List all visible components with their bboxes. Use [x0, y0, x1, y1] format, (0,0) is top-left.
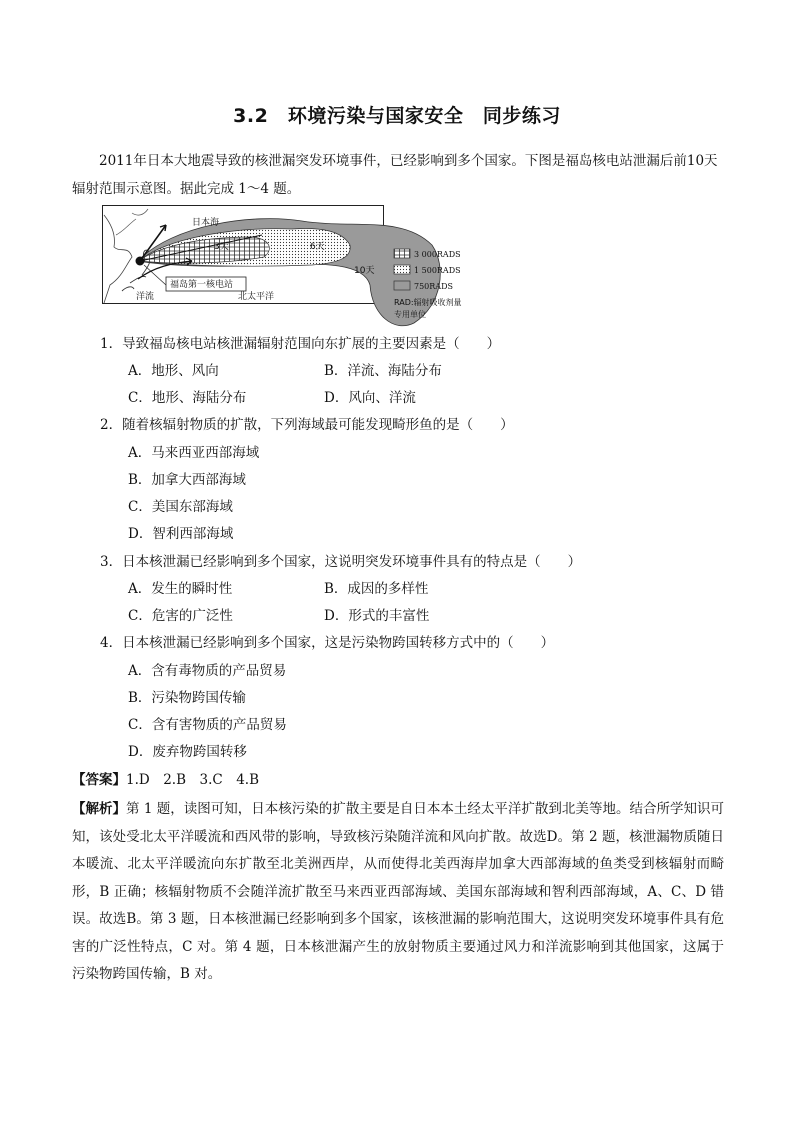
radiation-map-figure — [102, 205, 494, 330]
question-1-option-c: C．地形、海陆分布 — [128, 390, 247, 406]
ocean-label: 北太平洋 — [238, 292, 275, 302]
answer-block — [72, 770, 259, 790]
analysis-block — [72, 796, 724, 989]
question-3-option-c: C．危害的广泛性 — [128, 608, 233, 624]
page-title: 3.2 环境污染与国家安全 同步练习 — [233, 105, 561, 127]
unit-note-1: RAD:辐射吸收剂量 — [394, 298, 462, 307]
legend-swatch-1500 — [394, 265, 410, 274]
intro-paragraph: 2011年日本大地震导致的核泄漏突发环境事件，已经影响到多个国家。下图是福岛核电站泄漏后前10天辐射范围示意图。据此完成 1～4 题。 — [72, 153, 718, 197]
legend-label-3000: 3 000RADS — [414, 250, 461, 259]
question-1-option-d: D．风向、洋流 — [324, 390, 416, 406]
question-3-option-b: B．成因的多样性 — [324, 581, 429, 597]
sea-label: 日本海 — [192, 218, 220, 228]
question-4-option-b: B．污染物跨国传输 — [128, 690, 246, 706]
question-4-stem: 4．日本核泄漏已经影响到多个国家，这是污染物跨国转移方式中的（ ） — [100, 635, 555, 651]
question-4-option-a: A．含有毒物质的产品贸易 — [128, 663, 287, 679]
question-2-stem: 2．随着核辐射物质的扩散，下列海域最可能发现畸形鱼的是（ ） — [100, 417, 514, 433]
day3-label: 3天 — [214, 242, 229, 252]
question-1-option-b: B．洋流、海陆分布 — [324, 363, 442, 379]
question-4-option-c: C．含有害物质的产品贸易 — [128, 717, 287, 733]
question-2-option-d: D．智利西部海域 — [128, 526, 234, 542]
legend-label-1500: 1 500RADS — [414, 266, 461, 275]
plant-label: 福岛第一核电站 — [170, 280, 234, 290]
legend-swatch-750 — [394, 281, 410, 290]
day10-label: 10天 — [354, 266, 375, 276]
legend-swatch-3000 — [394, 249, 410, 258]
question-3-stem: 3．日本核泄漏已经影响到多个国家，这说明突发环境事件具有的特点是（ ） — [100, 554, 582, 570]
analysis-label: 【解析】 — [72, 801, 127, 817]
question-1-stem: 1．导致福岛核电站核泄漏辐射范围向东扩展的主要因素是（ ） — [100, 336, 501, 352]
question-4-option-d: D．废弃物跨国转移 — [128, 744, 247, 760]
question-3-option-a: A．发生的瞬时性 — [128, 581, 233, 597]
question-2-option-b: B．加拿大西部海域 — [128, 472, 246, 488]
legend-label-750: 750RADS — [414, 282, 453, 291]
analysis-text: 第 1 题，读图可知，日本核污染的扩散主要是自日本本土经太平洋扩散到北美等地。结合所学知识可知，该处受北太平洋暖流和西风带的影响，导致核污染随洋流和风向扩散。故选D。第 2 题，核泄漏物质随日本暖流、北太平洋暖流向东扩散至北美洲西岸，从而使得北美西海岸加拿大西部海域的鱼类受到核辐射而畸形，B 正确；核辐射物质不会随洋流扩散至马来西亚西部海域、美国东部海域和智利西部海域，A、C、D 错误。故选B。第 3 题，日本核泄漏已经影响到多个国家，该核泄漏的影响范围大，这说明突发环境事件具有危害的广泛性特点，C 对。第 4 题，日本核泄漏产生的放射物质主要通过风力和洋流影响到其他国家，这属于污染物跨国传输，B 对。 — [72, 801, 725, 982]
answer-text: 1.D 2.B 3.C 4.B — [126, 772, 260, 788]
day6-label: 6天 — [310, 242, 325, 252]
answer-label: 【答案】 — [72, 772, 126, 788]
radiation-map — [102, 205, 494, 330]
question-2-option-c: C．美国东部海域 — [128, 499, 233, 515]
question-2-option-a: A．马来西亚西部海域 — [128, 445, 260, 461]
question-3-option-d: D．形式的丰富性 — [324, 608, 430, 624]
current-label: 洋流 — [136, 292, 155, 302]
unit-note-2: 专用单位 — [394, 310, 426, 319]
question-1-option-a: A．地形、风向 — [128, 363, 219, 379]
